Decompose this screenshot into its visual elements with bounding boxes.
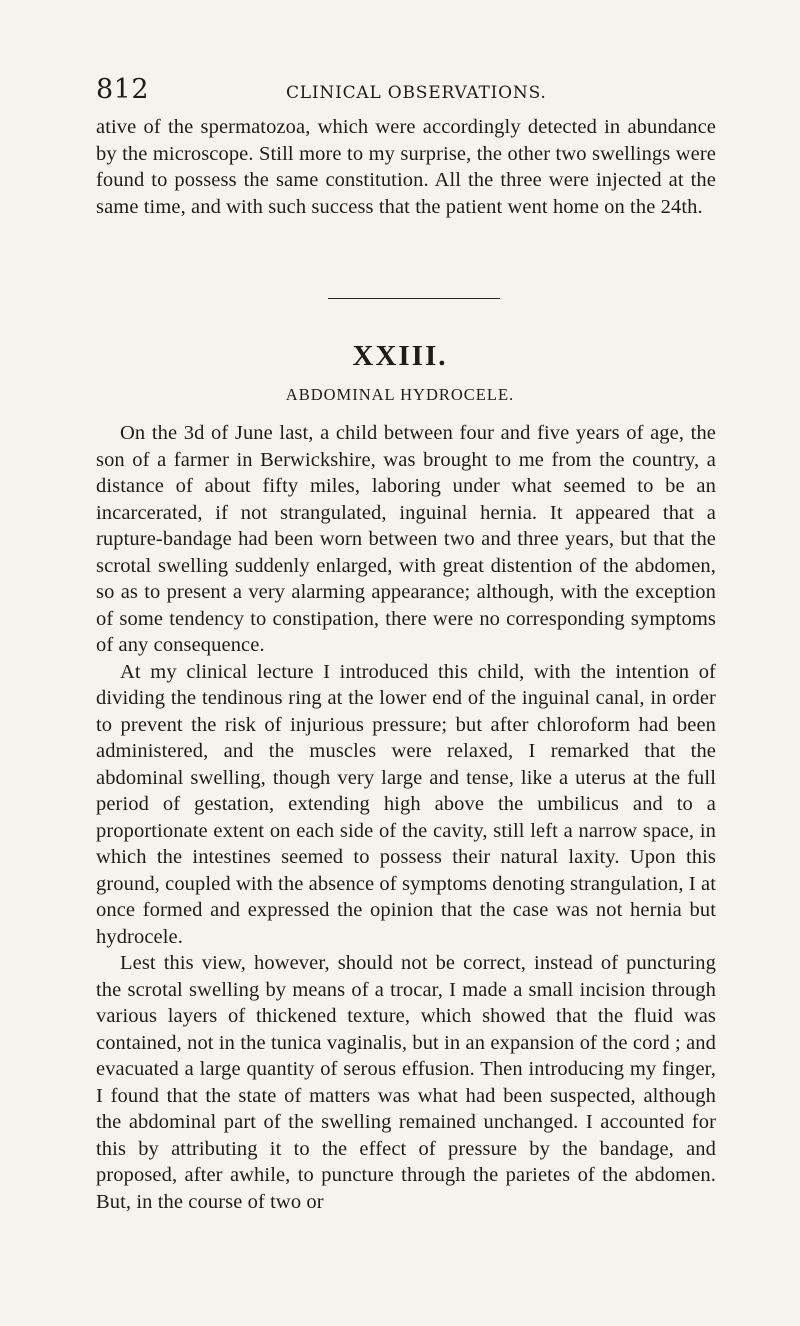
- page-header: [96, 74, 704, 114]
- paragraph: On the 3d of June last, a child between four and five years of age, the son of a farmer in Berwickshire, was brought to me from the country, a distance of about fifty miles, laboring under what seemed to be an incarcerated, if not strangulated, inguinal hernia. It appeared that a rupture-bandage had been worn between two and three years, but that the scrotal swelling suddenly enlarged, with great distention of the abdomen, so as to present a very alarming appearance; although, with the exception of some tendency to constipation, there were no corresponding symptoms of any consequence.: [96, 422, 716, 656]
- section-divider: [328, 298, 500, 299]
- running-head: CLINICAL OBSERVATIONS.: [286, 83, 547, 103]
- section-number: XXIII.: [352, 340, 448, 372]
- section-title: ABDOMINAL HYDROCELE.: [285, 385, 515, 404]
- paragraph: Lest this view, however, should not be correct, instead of puncturing the scrotal swelling by means of a trocar, I made a small incision through various layers of thickened texture, which showed that the fluid was contained, not in the tunica vaginalis, but in an expansion of the cord ; and evacuated a large quantity of serous effusion. Then introducing my finger, I found that the state of matters was what had been suspected, although the abdominal part of the swelling remained unchanged. I accounted for this by attributing it to the effect of pressure by the bandage, and proposed, after awhile, to puncture through the parietes of the abdomen. But, in the course of two or: [96, 952, 716, 1213]
- opening-text: [96, 114, 716, 220]
- paragraph: ative of the spermatozoa, which were accordingly detected in abundance by the microscope. Still more to my surprise, the other two swellings were found to possess the same constitution. All the three were injected at the same time, and with such success that the patient went home on the 24th.: [96, 116, 716, 218]
- paragraph: At my clinical lecture I introduced this child, with the intention of dividing the tendinous ring at the lower end of the inguinal canal, in order to prevent the risk of injurious pressure; but after chloroform had been administered, and the muscles were relaxed, I remarked that the abdominal swelling, though very large and tense, like a uterus at the full period of gestation, extending high above the umbilicus and to a proportionate extent on each side of the cavity, still left a narrow space, in which the intestines seemed to possess their natural laxity. Upon this ground, coupled with the absence of symptoms denoting strangulation, I at once formed and expressed the opinion that the case was not hernia but hydrocele.: [96, 660, 716, 948]
- section-body: [96, 420, 716, 1215]
- page-number: 812: [96, 74, 150, 105]
